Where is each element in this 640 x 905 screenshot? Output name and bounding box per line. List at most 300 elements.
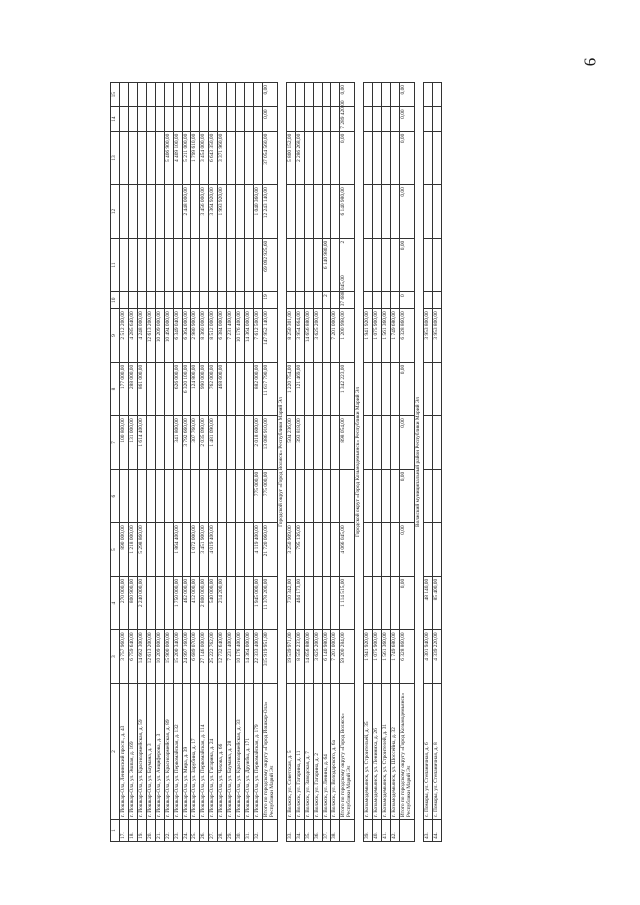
value-cell: 13 086 910,00 [262, 416, 277, 470]
value-cell [245, 185, 254, 239]
value-cell [313, 523, 322, 577]
value-cell [164, 292, 173, 309]
value-cell: 3 250 909,00 [286, 523, 295, 577]
value-cell [173, 185, 182, 239]
value-cell: 6 328 860,00 [399, 630, 414, 684]
value-cell [128, 469, 137, 523]
value-cell [313, 469, 322, 523]
column-header: 8 [111, 362, 120, 416]
row-number: 19. [137, 820, 146, 842]
value-cell [364, 107, 373, 131]
value-cell: 22 333 400,00 [254, 630, 263, 684]
row-number: 21. [155, 820, 164, 842]
column-header: 2 [111, 683, 120, 819]
table-row [137, 83, 146, 842]
value-cell [209, 107, 218, 131]
value-cell: 315 919 951,80 [262, 630, 277, 684]
value-cell: 4 248 000,00 [137, 309, 146, 363]
value-cell [200, 469, 209, 523]
value-cell: 1 561 360,00 [382, 309, 391, 363]
value-cell [137, 292, 146, 309]
value-cell: 6 643 350,00 [209, 131, 218, 185]
value-cell: 0,00 [399, 107, 414, 131]
value-cell [295, 238, 304, 292]
value-cell [364, 416, 373, 470]
value-cell [200, 238, 209, 292]
value-cell [322, 309, 331, 363]
value-cell [322, 185, 331, 239]
value-cell [173, 292, 182, 309]
row-number: 41. [382, 820, 391, 842]
value-cell [155, 362, 164, 416]
value-cell [227, 83, 236, 107]
table-row [364, 83, 373, 842]
value-cell: 1 075 900,00 [373, 630, 382, 684]
value-cell: 121 469,00 [295, 362, 304, 416]
value-cell [322, 469, 331, 523]
value-cell [164, 469, 173, 523]
value-cell: 990 000,00 [200, 362, 209, 416]
value-cell [423, 523, 432, 577]
value-cell [391, 83, 400, 107]
address-cell: г. Йошкар-Ола, ул. Мира, д. 39 [182, 683, 191, 819]
address-cell: г. Йошкар-Ола, ул. Чехова, д. 66 [218, 683, 227, 819]
value-cell: 12 243 140,00 [262, 185, 277, 239]
section-label: Городской округ «Город Козьмодемьянск» Республики Марий Эл [355, 83, 364, 842]
value-cell: 2 448 000,00 [182, 185, 191, 239]
value-cell [373, 83, 382, 107]
table-row [209, 83, 218, 842]
value-cell: 7 201 000,00 [331, 630, 340, 684]
value-cell: 6 320 100,00 [182, 362, 191, 416]
column-header: 14 [111, 107, 120, 131]
value-cell: 861 000,00 [137, 362, 146, 416]
value-cell [391, 107, 400, 131]
value-cell [137, 131, 146, 185]
address-cell: Итого по городскому округу «Город Волжск» Республики Марий Эл [340, 683, 355, 819]
table-row [304, 83, 313, 842]
value-cell [254, 83, 263, 107]
row-number: 42. [391, 820, 400, 842]
column-header: 15 [111, 83, 120, 107]
value-cell: 10 209 000,00 [155, 630, 164, 684]
value-cell [191, 83, 200, 107]
value-cell: 1 941 920,00 [364, 309, 373, 363]
value-cell [191, 469, 200, 523]
row-number: 40. [373, 820, 382, 842]
row-number: 28. [218, 820, 227, 842]
value-cell: 37 054 560,00 [262, 131, 277, 185]
address-cell: Итого по городскому округу «Город Йошкар-Ола» Республики Марий Эл [262, 683, 277, 819]
value-cell: 15 900 000,00 [164, 630, 173, 684]
value-cell [373, 185, 382, 239]
address-cell: г. Йошкар-Ола, ул. Первомайская, д. 132 [173, 683, 182, 819]
address-cell: г. Волжск, ул. Ленина, д. 64 [322, 683, 331, 819]
value-cell: 504 236,00 [286, 416, 295, 470]
value-cell: 393 818,00 [295, 416, 304, 470]
value-cell: 3 451 900,00 [200, 523, 209, 577]
value-cell [391, 416, 400, 470]
value-cell [364, 238, 373, 292]
value-cell: 0,00 [399, 238, 414, 292]
value-cell [218, 469, 227, 523]
address-cell: г. Йошкар-Ола, ул. Эшпая, д. 169 [128, 683, 137, 819]
value-cell: 0,00 [399, 131, 414, 185]
value-cell [200, 107, 209, 131]
value-cell [423, 185, 432, 239]
value-cell [313, 292, 322, 309]
value-cell: 0,00 [399, 523, 414, 577]
total-row [399, 83, 414, 842]
value-cell: 2 [340, 238, 355, 292]
value-cell [391, 469, 400, 523]
value-cell [304, 416, 313, 470]
value-cell: 3 757 960,00 [119, 630, 128, 684]
value-cell: 25 222 762,00 [209, 630, 218, 684]
value-cell: 12 613 200,00 [146, 309, 155, 363]
address-cell: г. Волжск, ул. Советская, д. 5 [286, 683, 295, 819]
value-cell [432, 362, 441, 416]
value-cell: 3 364 920,00 [209, 185, 218, 239]
value-cell [236, 83, 245, 107]
value-cell: 710 342,00 [286, 576, 295, 630]
value-cell [331, 238, 340, 292]
value-cell [146, 107, 155, 131]
value-cell [313, 185, 322, 239]
address-cell: г. Йошкар-Ола, ул. Первомайская, д. 179 [254, 683, 263, 819]
value-cell [128, 292, 137, 309]
value-cell: 147 952 140,00 [262, 309, 277, 363]
table-body [119, 83, 441, 842]
value-cell: 12 613 200,00 [146, 630, 155, 684]
value-cell [236, 576, 245, 630]
row-number: 34. [295, 820, 304, 842]
value-cell [331, 523, 340, 577]
value-cell [191, 185, 200, 239]
row-number: 23. [173, 820, 182, 842]
value-cell [164, 107, 173, 131]
value-cell [364, 185, 373, 239]
section-header-row [355, 83, 364, 842]
column-header: 11 [111, 238, 120, 292]
value-cell [286, 292, 295, 309]
value-cell: 468 600,00 [218, 362, 227, 416]
table-row [236, 83, 245, 842]
value-cell: 795 136,00 [295, 523, 304, 577]
value-cell [236, 416, 245, 470]
value-cell: 4 019 400,00 [209, 523, 218, 577]
value-cell: 6 140 980,00 [322, 630, 331, 684]
value-cell [146, 238, 155, 292]
value-cell: 0,00 [399, 362, 414, 416]
value-cell: 1 114 515,00 [340, 576, 355, 630]
value-cell [164, 185, 173, 239]
value-cell: 0,00 [340, 131, 355, 185]
value-cell [313, 362, 322, 416]
value-cell: 1 941 920,00 [364, 630, 373, 684]
value-cell [304, 523, 313, 577]
row-number [262, 820, 277, 842]
table-row [173, 83, 182, 842]
value-cell [173, 107, 182, 131]
address-cell: г. Козьмодемьянск, ул. Шоссейна, д. 32 [391, 683, 400, 819]
value-cell [236, 107, 245, 131]
value-cell: 462 000,00 [182, 576, 191, 630]
value-cell [322, 131, 331, 185]
value-cell: 6 140 980,00 [340, 185, 355, 239]
value-cell: 6 689 070,00 [191, 630, 200, 684]
value-cell [218, 107, 227, 131]
value-cell [155, 576, 164, 630]
value-cell: 762 000,00 [209, 362, 218, 416]
row-number: 35. [304, 820, 313, 842]
value-cell [364, 83, 373, 107]
value-cell: 775 000,00 [262, 469, 277, 523]
value-cell [236, 523, 245, 577]
address-cell: Итого по городскому округу «Город Козьмодемьянск» Республики Марий Эл [399, 683, 414, 819]
value-cell: 0,00 [399, 416, 414, 470]
value-cell [155, 185, 164, 239]
value-cell [331, 416, 340, 470]
value-cell: 7 201 000,00 [331, 309, 340, 363]
value-cell: 6 140 980,00 [322, 238, 331, 292]
value-cell: 898 054,00 [340, 416, 355, 470]
value-cell: 1 799 610,00 [191, 131, 200, 185]
table-row [119, 83, 128, 842]
value-cell: 6 328 860,00 [399, 309, 414, 363]
table-row [423, 83, 432, 842]
value-cell [382, 107, 391, 131]
value-cell [373, 238, 382, 292]
value-cell [313, 576, 322, 630]
value-cell: 1 218 000,00 [128, 523, 137, 577]
value-cell [432, 416, 441, 470]
value-cell: 1 481 090,00 [209, 416, 218, 470]
value-cell [218, 292, 227, 309]
table-row [155, 83, 164, 842]
column-header: 13 [111, 131, 120, 185]
value-cell [245, 107, 254, 131]
value-cell: 48 140,00 [423, 576, 432, 630]
value-cell [295, 185, 304, 239]
address-cell: г. Йошкар-Ола, Ленинский просп., д. 43 [119, 683, 128, 819]
value-cell [331, 469, 340, 523]
row-number: 18. [128, 820, 137, 842]
section-header-row [277, 83, 286, 842]
value-cell: 3 454 000,00 [200, 131, 209, 185]
value-cell [128, 185, 137, 239]
value-cell [119, 469, 128, 523]
value-cell [382, 292, 391, 309]
value-cell [423, 83, 432, 107]
value-cell [391, 185, 400, 239]
value-cell: 11 378 200,00 [262, 576, 277, 630]
value-cell: 4 119 400,00 [254, 523, 263, 577]
value-cell: 8 250 301,00 [286, 309, 295, 363]
value-cell [295, 469, 304, 523]
address-cell: г. Йошкар-Ола, ул. Анциферова, д. 3 [155, 683, 164, 819]
value-cell [313, 238, 322, 292]
row-number: 26. [200, 820, 209, 842]
value-cell [155, 107, 164, 131]
column-header: 4 [111, 576, 120, 630]
rotated-sheet [110, 82, 630, 842]
value-cell [182, 292, 191, 309]
column-header: 5 [111, 523, 120, 577]
value-cell [322, 576, 331, 630]
table-row [331, 83, 340, 842]
value-cell: 2 [322, 292, 331, 309]
value-cell [254, 131, 263, 185]
value-cell [364, 469, 373, 523]
value-cell [128, 107, 137, 131]
value-cell: 0,00 [340, 83, 355, 107]
value-cell: 1 864 400,00 [173, 523, 182, 577]
value-cell: 1 945 000,00 [254, 576, 263, 630]
value-cell [227, 238, 236, 292]
table-row [391, 83, 400, 842]
value-cell [182, 523, 191, 577]
value-cell: 37 688 045,00 [340, 292, 355, 309]
value-cell: 6 364 000,00 [182, 309, 191, 363]
value-cell [236, 362, 245, 416]
row-number: 22. [164, 820, 173, 842]
row-number: 38. [331, 820, 340, 842]
value-cell [191, 238, 200, 292]
value-cell: 0,00 [262, 83, 277, 107]
value-cell: 4 409 100,00 [173, 131, 182, 185]
value-cell [340, 469, 355, 523]
value-cell: 341 800,00 [173, 416, 182, 470]
value-cell [391, 362, 400, 416]
address-cell: г. Козьмодемьянск, ул. Лениниха, д. 26 [373, 683, 382, 819]
value-cell [245, 523, 254, 577]
value-cell [146, 292, 155, 309]
value-cell: 2 980 900,00 [191, 309, 200, 363]
value-cell: 3 953 800,00 [423, 309, 432, 363]
value-cell [245, 362, 254, 416]
value-cell: 14 364 000,00 [245, 309, 254, 363]
value-cell [209, 292, 218, 309]
address-cell: г. Йошкар-Ола, ул. Зарубина, д. 17 [191, 683, 200, 819]
value-cell [373, 107, 382, 131]
row-number: 37. [322, 820, 331, 842]
value-cell [128, 131, 137, 185]
value-cell: 5 406 900,00 [164, 131, 173, 185]
value-cell: 1 072 000,00 [191, 523, 200, 577]
address-cell: г. Волжск, ул. Заводская, д. 7 [304, 683, 313, 819]
value-cell: 1 749 680,00 [391, 309, 400, 363]
column-header: 9 [111, 309, 120, 363]
value-cell [209, 83, 218, 107]
value-cell [382, 362, 391, 416]
value-cell [245, 131, 254, 185]
value-cell: 21 720 060,00 [262, 523, 277, 577]
row-number: 32. [254, 820, 263, 842]
value-cell [164, 362, 173, 416]
value-cell [254, 292, 263, 309]
value-cell [245, 292, 254, 309]
value-cell [137, 469, 146, 523]
value-cell: 6 759 640,00 [128, 630, 137, 684]
value-cell [304, 83, 313, 107]
value-cell [304, 131, 313, 185]
value-cell [245, 83, 254, 107]
value-cell [182, 469, 191, 523]
row-number: 17. [119, 820, 128, 842]
value-cell [119, 238, 128, 292]
value-cell [331, 107, 340, 131]
value-cell [373, 469, 382, 523]
value-cell [432, 238, 441, 292]
value-cell: 7 231 400,00 [227, 309, 236, 363]
value-cell [227, 292, 236, 309]
value-cell: 85 400,00 [432, 576, 441, 630]
value-cell [331, 362, 340, 416]
section-label: Волжский муниципальный район Республики Марий Эл [414, 83, 423, 842]
value-cell [164, 416, 173, 470]
value-cell [382, 576, 391, 630]
value-cell [146, 185, 155, 239]
address-cell: с. Помары, ул. Степаничная, д. 6 [423, 683, 432, 819]
table-row [313, 83, 322, 842]
section-label: Городской округ «Город Волжск» Республики Марий Эл [277, 83, 286, 842]
address-cell: г. Волжск, ул. Гагарина, д. 11 [295, 683, 304, 819]
value-cell [331, 576, 340, 630]
value-cell [382, 238, 391, 292]
value-cell: 288 000,00 [128, 362, 137, 416]
value-cell: 0,00 [399, 185, 414, 239]
value-cell: 14 364 000,00 [245, 630, 254, 684]
row-number: 31. [245, 820, 254, 842]
value-cell [331, 292, 340, 309]
value-cell [313, 416, 322, 470]
value-cell [432, 292, 441, 309]
value-cell [245, 416, 254, 470]
table-row [200, 83, 209, 842]
address-cell: г. Йошкар-Ола, ул. Красноармейская, д. 59 [137, 683, 146, 819]
row-number: 29. [227, 820, 236, 842]
value-cell: 4 285 640,00 [128, 309, 137, 363]
value-cell [391, 576, 400, 630]
table-row [227, 83, 236, 842]
value-cell [295, 83, 304, 107]
value-cell [245, 576, 254, 630]
value-cell [173, 469, 182, 523]
address-cell: г. Волжск, ул. Гагарина, д. 2 [313, 683, 322, 819]
value-cell [119, 131, 128, 185]
value-cell [227, 523, 236, 577]
value-cell: 10 176 400,00 [236, 630, 245, 684]
value-cell [423, 131, 432, 185]
value-cell [146, 416, 155, 470]
value-cell [209, 469, 218, 523]
value-cell [382, 83, 391, 107]
value-cell [155, 238, 164, 292]
table-row [432, 83, 441, 842]
value-cell [227, 576, 236, 630]
value-cell [164, 238, 173, 292]
value-cell [304, 362, 313, 416]
value-cell [364, 576, 373, 630]
value-cell [391, 523, 400, 577]
address-cell: г. Йошкар-Ола, ул. Красноармейская, д. 89 [164, 683, 173, 819]
value-cell [236, 185, 245, 239]
value-cell: 5 800 152,00 [286, 131, 295, 185]
value-cell: 24 997 160,00 [182, 630, 191, 684]
value-cell: 19 539 971,00 [286, 630, 295, 684]
value-cell [119, 185, 128, 239]
